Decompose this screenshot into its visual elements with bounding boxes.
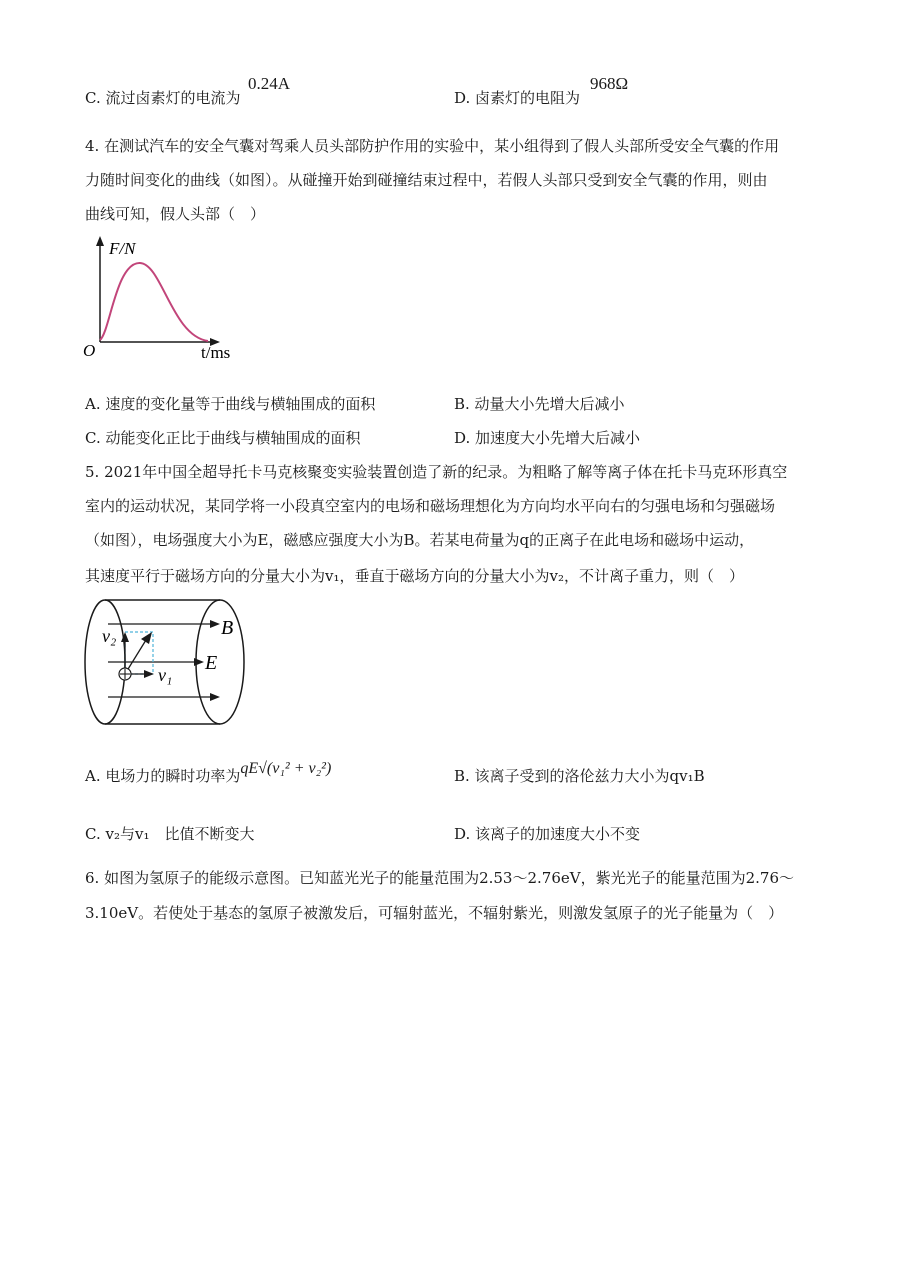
q5-field-diagram [80,596,255,728]
q5-field-arrow-top [210,620,220,628]
q4-force-time-graph [78,232,258,372]
q6-stem-line2: 3.10eV。若使处于基态的氢原子被激发后，可辐射蓝光，不辐射紫光，则激发氢原子的光子能量为（ ） [85,904,784,922]
q4-x-label: t/ms [201,343,231,362]
q3-option-d-text: D. 卤素灯的电阻为 [454,89,581,107]
q4-stem-line2: 力随时间变化的曲线（如图）。从碰撞开始到碰撞结束过程中，若假人头部只受到安全气囊的作用，则由 [85,171,768,189]
q5-label-v2: v₂ [102,626,117,646]
q4-stem-line3: 曲线可知，假人头部（ ） [85,205,266,223]
q3-option-c-text: C. 流过卤素灯的电流为 [85,89,241,107]
q3-option-c-value: 0.24A [248,74,291,93]
q5-velocity-arrowhead [141,632,152,644]
q5-option-c: C. v₂与v₁ 比值不断变大 [85,825,255,843]
q4-option-a: A. 速度的变化量等于曲线与横轴围成的面积 [85,395,376,413]
q4-y-axis-arrow [96,236,104,246]
q4-option-b: B. 动量大小先增大后减小 [454,395,625,413]
q4-origin-label: O [83,341,96,360]
q3-option-d [454,88,580,108]
q3-option-c [85,88,240,108]
q5-option-a-formula: qE√(v₁² + v₂²) [240,760,332,777]
q5-label-v1: v₁ [158,665,173,685]
q5-stem-line2: 室内的运动状况，某同学将一小段真空室内的电场和磁场理想化为方向均水平向右的匀强电场和匀强磁场 [85,497,776,515]
q5-label-b: B [221,617,234,639]
q4-stem-line1: 4. 在测试汽车的安全气囊对驾乘人员头部防护作用的实验中，某小组得到了假人头部所受安全气囊的作用 [85,137,780,155]
q4-option-c: C. 动能变化正比于曲线与横轴围成的面积 [85,429,361,447]
q5-option-a [85,760,332,787]
q5-stem-line4: 其速度平行于磁场方向的分量大小为v₁，垂直于磁场方向的分量大小为v₂，不计离子重力，则（ ） [85,567,744,585]
q4-option-d: D. 加速度大小先增大后减小 [454,429,641,447]
q5-option-b: B. 该离子受到的洛伦兹力大小为qv₁B [454,767,705,785]
q4-y-label: F/N [109,239,136,258]
q5-option-a-text: A. 电场力的瞬时功率为 [85,767,241,785]
q5-option-d: D. 该离子的加速度大小不变 [454,825,641,843]
q5-field-arrow-middle [194,658,204,666]
q5-label-e: E [205,652,218,674]
q5-stem-line3: （如图），电场强度大小为E，磁感应强度大小为B。若某电荷量为q的正离子在此电场和磁场中运动， [85,531,755,549]
q3-option-d-value: 968Ω [590,74,629,93]
q6-stem-line1: 6. 如图为氢原子的能级示意图。已知蓝光光子的能量范围为2.53～2.76eV，紫光光子的能量范围为2.76～ [85,869,794,887]
q5-stem-line1: 5. 2021年中国全超导托卡马克核聚变实验装置创造了新的纪录。为粗略了解等离子体在托卡马克环形真空 [85,463,788,481]
q5-field-arrow-bottom [210,693,220,701]
q4-force-curve [100,263,208,341]
